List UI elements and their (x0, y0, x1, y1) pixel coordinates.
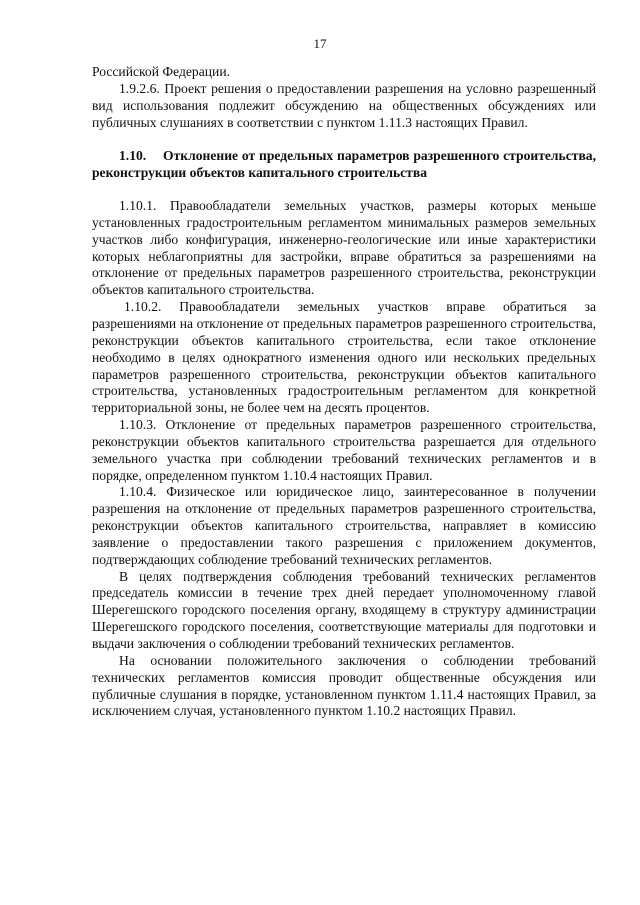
paragraph-confirmation: В целях подтверждения соблюдения требований технических регламентов председатель комиссии в течение трех дней передает уполномоченному главой Шерегешского городского поселения органу, входящему в структуру администрации Шерегешского городского поселения, соответствующие материалы для подготовки и выдачи заключения о соблюдении требований технических регламентов. (92, 568, 596, 651)
section-heading (92, 148, 596, 182)
document-body (92, 64, 596, 720)
paragraph-1-9-2-6: 1.9.2.6. Проект решения о предоставлении разрешения на условно разрешенный вид использования подлежит обсуждению на общественных обсуждениях или публичных слушаниях в соответствии с пунктом 1.11.3 настоящих Правил. (92, 80, 596, 130)
section-title: Отклонение от предельных параметров разрешенного строительства, реконструкции объектов капитального строительства (92, 148, 596, 181)
paragraph-1-10-2: 1.10.2. Правообладатели земельных участков вправе обратиться за разрешениями на отклонение от предельных параметров разрешенного строительства, реконструкции объектов капитального строительства, если такое отклонение необходимо в целях однократного изменения одного или нескольких предельных параметров разрешенного строительства, реконструкции объектов капитального строительства, установленных градостроительным регламентом для конкретной территориальной зоны, не более чем на десять процентов. (92, 299, 596, 416)
section-number: 1.10. (119, 148, 147, 164)
paragraph-1-10-4: 1.10.4. Физическое или юридическое лицо, заинтересованное в получении разрешения на отклонение от предельных параметров разрешенного строительства, реконструкции объектов капитального строительства, направляет в комиссию заявление о предоставлении такого разрешения с приложением документов, подтверждающих соблюдение требований технических регламентов. (92, 484, 596, 567)
paragraph-positive-conclusion: На основании положительного заключения о соблюдении требований технических регламентов комиссия проводит общественные обсуждения или публичные слушания в порядке, установленном пунктом 1.11.4 настоящих Правил, за исключением случая, установленного пунктом 1.10.2 настоящих Правил. (92, 652, 596, 719)
page-number: 17 (313, 36, 327, 51)
paragraph-1-10-3: 1.10.3. Отклонение от предельных параметров разрешенного строительства, реконструкции объектов капитального строительства разрешается для отдельного земельного участка при соблюдении требований технических регламентов и в порядке, определенном пунктом 1.10.4 настоящих Правил. (92, 417, 596, 483)
paragraph-1-10-1: 1.10.1. Правообладатели земельных участков, размеры которых меньше установленных градостроительным регламентом минимальных размеров земельных участков либо конфигурация, инженерно-геологические или иные характеристики которых неблагоприятны для застройки, вправе обратиться за разрешениями на отклонение от предельных параметров разрешенного строительства, реконструкции объектов капитального строительства. (92, 198, 596, 298)
paragraph-continuation: Российской Федерации. (92, 64, 230, 79)
